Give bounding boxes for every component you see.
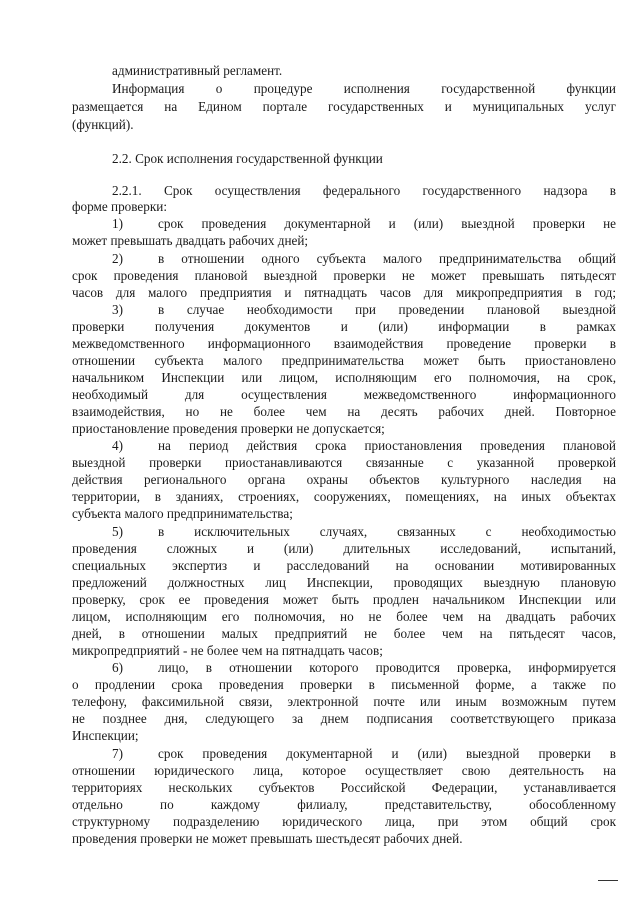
text-line: проверки получения документов и (или) информации в рамках [72, 319, 616, 334]
item-number: 2) [112, 251, 123, 266]
text-line: размещается на Едином портале государственных и муниципальных услуг [72, 99, 616, 114]
text-line: структурному подразделению юридического лица, при этом общий срок [72, 814, 616, 829]
item-number: 6) [112, 660, 123, 675]
text-line: на период действия срока приостановления проведения плановой [158, 438, 616, 453]
text-line: предложений должностных лиц Инспекции, проводящих выездную плановую [72, 575, 616, 590]
text-line: проверку, срок ее проведения может быть продлен начальником Инспекции или [72, 592, 616, 607]
text-line: в отношении одного субъекта малого предпринимательства общий [158, 251, 616, 266]
item-number: 1) [112, 216, 123, 231]
text-line: выездной проверки приостанавливаются связанные с указанной проверкой [72, 455, 616, 470]
item-number: 3) [112, 302, 123, 317]
text-line: может превышать двадцать рабочих дней; [72, 233, 309, 248]
text-line: административный регламент. [112, 63, 283, 78]
text-line: (функций). [72, 117, 134, 132]
text-line: срок проведения плановой выездной проверки не может превышать пятьдесят [72, 268, 616, 283]
text-line: лицом, исполняющим его полномочия, но не более чем на двадцать рабочих [72, 609, 616, 624]
text-line: отдельно по каждому филиалу, представительству, обособленному [72, 797, 616, 812]
text-line: Инспекции; [72, 728, 139, 743]
text-line: отношении субъекта малого предпринимательства может быть приостановлено [72, 353, 616, 368]
text-line: взаимодействия, но не более чем на десять рабочих дней. Повторное [72, 404, 616, 419]
text-line: необходимый для осуществления межведомственного информационного [72, 387, 616, 402]
text-line: срок проведения документарной и (или) выездной проверки не [158, 216, 616, 231]
text-line: проведения сложных и (или) длительных исследований, испытаний, [72, 541, 616, 556]
text-line: в случае необходимости при проведении плановой выездной [158, 302, 616, 317]
text-line: отношении юридического лица, которое осуществляет свою деятельность на [72, 763, 616, 778]
text-line: Информация о процедуре исполнения государственной функции [112, 81, 616, 96]
section-heading: 2.2. Срок исполнения государственной функции [112, 151, 383, 166]
text-line: срок проведения документарной и (или) выездной проверки в [158, 746, 616, 761]
text-line: дней, в отношении малых предприятий не более чем на пятьдесят часов, [72, 626, 616, 641]
text-line: территории, в зданиях, строениях, сооружениях, помещениях, на иных объектах [72, 489, 616, 504]
text-line: действия регионального органа охраны объектов культурного наследия на [72, 472, 616, 487]
text-line: в исключительных случаях, связанных с необходимостью [158, 524, 616, 539]
text-line: лицо, в отношении которого проводится проверка, информируется [158, 660, 616, 675]
text-line: 2.2.1. Срок осуществления федерального государственного надзора в [112, 183, 616, 198]
text-line: начальником Инспекции или лицом, исполняющим его полномочия, на срок, [72, 370, 616, 385]
text-line: проведения проверки не может превышать шестьдесят рабочих дней. [72, 831, 463, 846]
text-line: межведомственного информационного взаимодействия проведение проверки в [72, 336, 616, 351]
text-line: о продлении срока проведения проверки в письменной форме, а также по [72, 677, 616, 692]
text-line: специальных экспертиз и расследований на основании мотивированных [72, 558, 616, 573]
item-number: 7) [112, 746, 123, 761]
text-line: форме проверки: [72, 199, 167, 214]
text-line: не позднее дня, следующего за днем подписания соответствующего приказа [72, 711, 616, 726]
text-line: субъекта малого предпринимательства; [72, 506, 293, 521]
item-number: 5) [112, 524, 123, 539]
text-line: часов для малого предприятия и пятнадцать часов для микропредприятия в год; [72, 285, 616, 300]
footer-rule [598, 880, 618, 881]
text-line: приостановление проведения проверки не допускается; [72, 421, 385, 436]
item-number: 4) [112, 438, 123, 453]
text-line: территориях нескольких субъектов Российской Федерации, устанавливается [72, 780, 616, 795]
text-line: микропредприятий - не более чем на пятнадцать часов; [72, 643, 383, 658]
text-line: телефону, факсимильной связи, электронной почте или иным возможным путем [72, 694, 616, 709]
